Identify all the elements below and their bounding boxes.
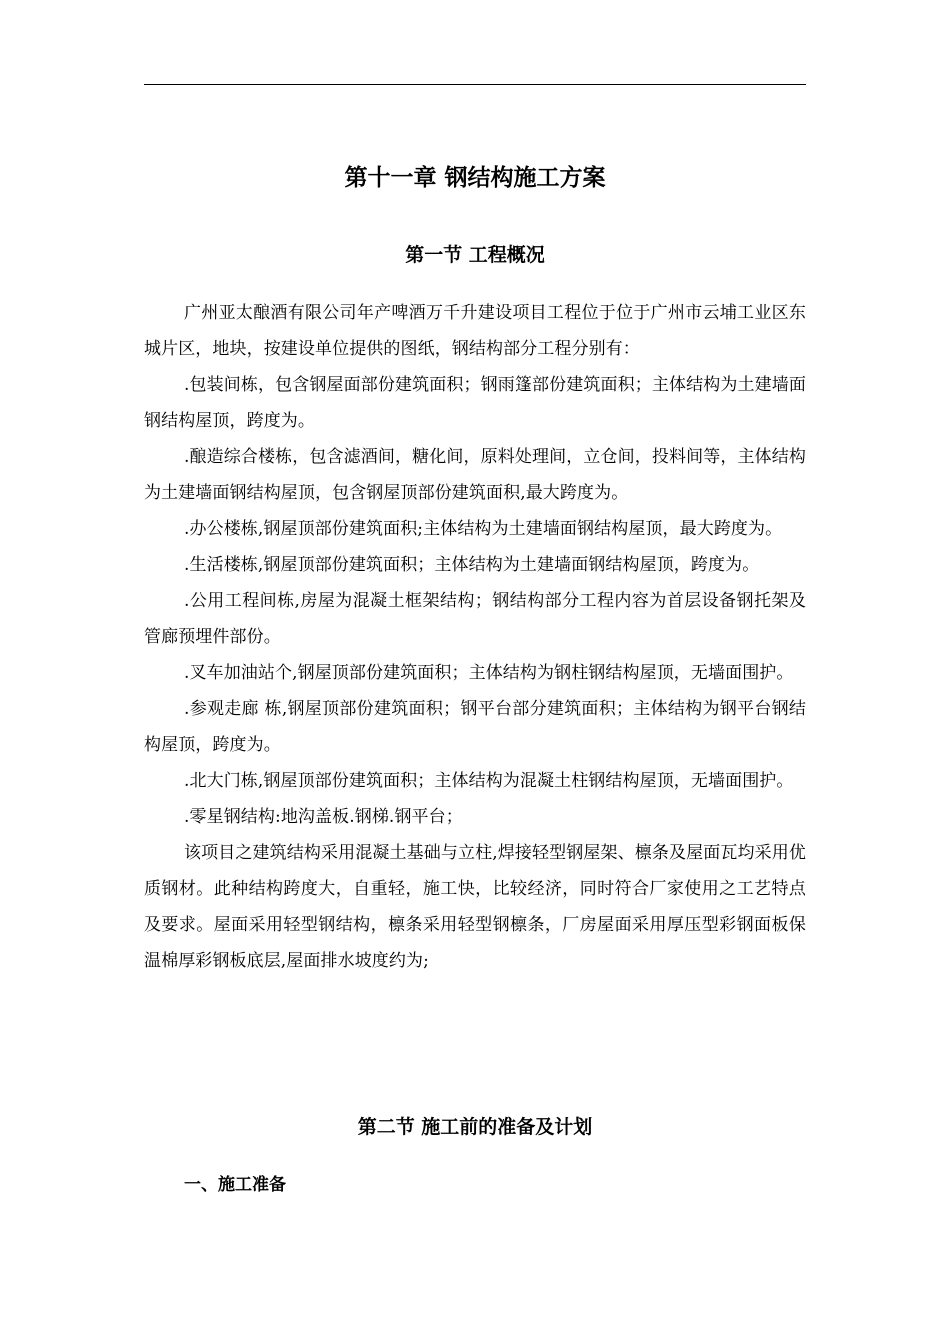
paragraph: .酿造综合楼栋，包含滤酒间，糖化间，原料处理间，立仓间，投料间等，主体结构为土建墙面钢结构屋顶，包含钢屋顶部份建筑面积,最大跨度为。 — [144, 447, 806, 503]
header-rule — [144, 84, 806, 85]
section-title-preparation: 第二节 施工前的准备及计划 — [357, 1116, 593, 1138]
paragraph: .公用工程间栋,房屋为混凝土框架结构；钢结构部分工程内容为首层设备钢托架及管廊预埋件部份。 — [144, 591, 806, 647]
paragraph: .办公楼栋,钢屋顶部份建筑面积;主体结构为土建墙面钢结构屋顶，最大跨度为。 — [184, 519, 783, 539]
paragraph: .叉车加油站个,钢屋顶部份建筑面积；主体结构为钢柱钢结构屋顶，无墙面围护。 — [184, 663, 794, 683]
chapter-title: 第十一章 钢结构施工方案 — [344, 165, 606, 191]
paragraph: .北大门栋,钢屋顶部份建筑面积；主体结构为混凝土柱钢结构屋顶，无墙面围护。 — [184, 771, 794, 791]
overview-body — [144, 295, 806, 979]
paragraph: .参观走廊 栋,钢屋顶部份建筑面积；钢平台部分建筑面积；主体结构为钢平台钢结构屋顶，跨度为。 — [144, 699, 806, 755]
paragraph: .生活楼栋,钢屋顶部份建筑面积；主体结构为土建墙面钢结构屋顶，跨度为。 — [184, 555, 760, 575]
subheading-construction-prep: 一、施工准备 — [184, 1175, 286, 1195]
paragraph: .零星钢结构:地沟盖板.钢梯.钢平台； — [184, 807, 463, 827]
paragraph: .包装间栋，包含钢屋面部份建筑面积；钢雨篷部份建筑面积；主体结构为土建墙面钢结构屋顶，跨度为。 — [144, 375, 806, 431]
paragraph: 该项目之建筑结构采用混凝土基础与立柱,焊接轻型钢屋架、檩条及屋面瓦均采用优质钢材。此种结构跨度大，自重轻，施工快，比较经济，同时符合厂家使用之工艺特点及要求。屋面采用轻型钢结构，檩条采用轻型钢檩条，厂房屋面采用厚压型彩钢面板保温棉厚彩钢板底层,屋面排水坡度约为; — [144, 843, 806, 971]
paragraph: 广州亚太酿酒有限公司年产啤酒万千升建设项目工程位于位于广州市云埔工业区东城片区，地块，按建设单位提供的图纸，钢结构部分工程分别有： — [144, 303, 806, 359]
section-title-overview: 第一节 工程概况 — [405, 244, 545, 266]
